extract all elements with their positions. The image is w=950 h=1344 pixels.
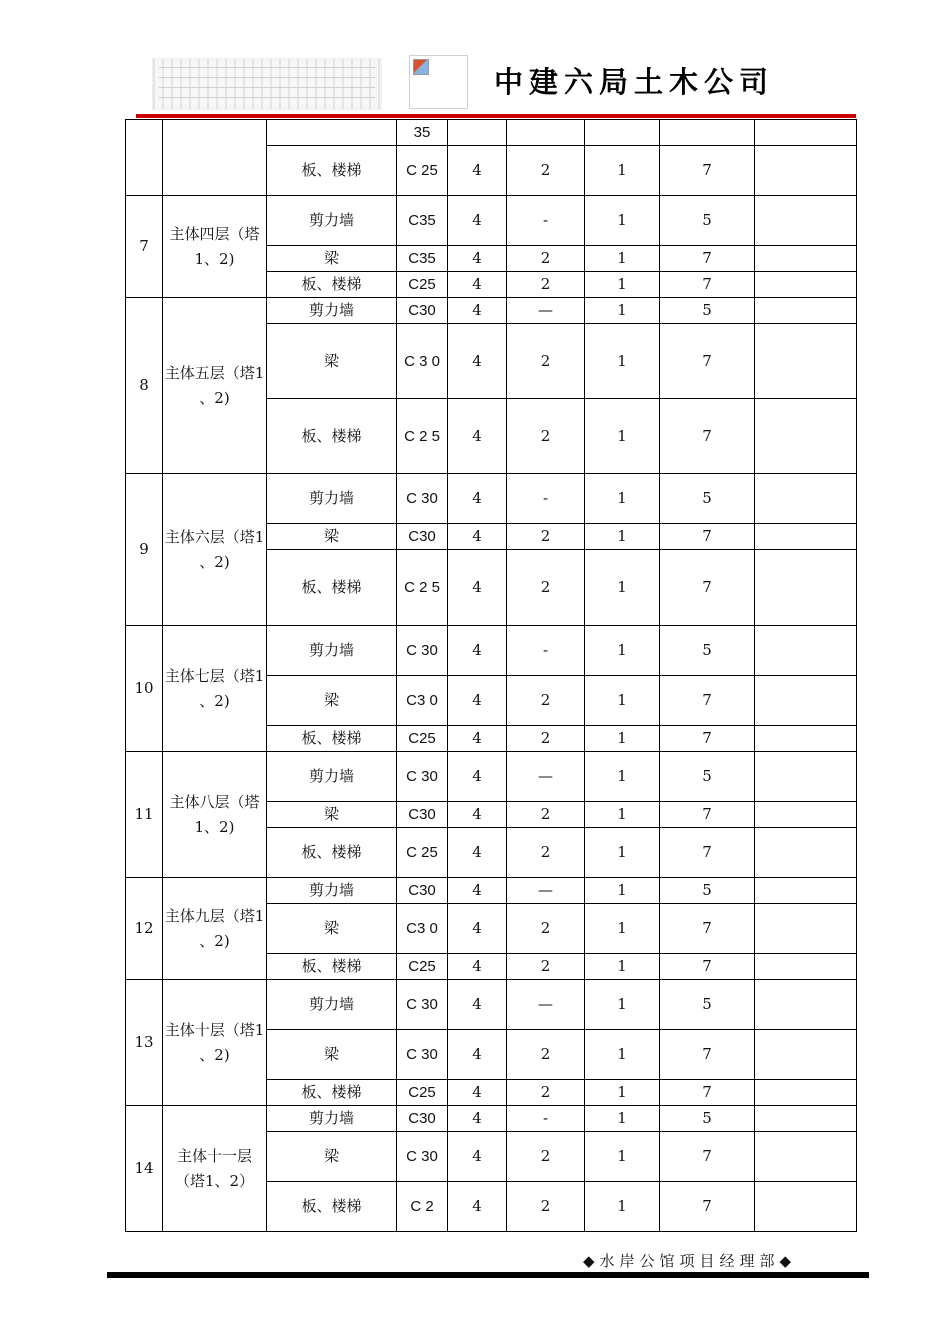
concrete-grade: C 30	[397, 474, 448, 524]
remarks-cell	[755, 1080, 857, 1106]
value-cell: 7	[660, 246, 755, 272]
value-cell: 7	[660, 1182, 755, 1232]
value-cell: 4	[448, 828, 507, 878]
table-row	[126, 626, 857, 676]
concrete-grade: C25	[397, 954, 448, 980]
value-cell: 4	[448, 626, 507, 676]
value-cell: —	[507, 878, 585, 904]
remarks-cell	[755, 324, 857, 399]
remarks-cell	[755, 1106, 857, 1132]
value-cell: 2	[507, 726, 585, 752]
value-cell: 1	[585, 676, 660, 726]
floor-name: 主体十一层（塔1、2）	[163, 1106, 267, 1232]
value-cell: 7	[660, 802, 755, 828]
concrete-grade: C25	[397, 1080, 448, 1106]
value-cell: 2	[507, 676, 585, 726]
concrete-grade: C 3 0	[397, 324, 448, 399]
value-cell: 2	[507, 272, 585, 298]
value-cell: 7	[660, 726, 755, 752]
concrete-grade: 35	[397, 120, 448, 146]
value-cell: —	[507, 980, 585, 1030]
structure-part: 梁	[267, 324, 397, 399]
value-cell: 5	[660, 626, 755, 676]
concrete-grade: C 30	[397, 1132, 448, 1182]
value-cell: 2	[507, 1132, 585, 1182]
value-cell: 5	[660, 878, 755, 904]
value-cell: 4	[448, 1080, 507, 1106]
value-cell: 7	[660, 954, 755, 980]
floor-name: 主体八层（塔1、2)	[163, 752, 267, 878]
concrete-grade: C25	[397, 272, 448, 298]
value-cell: 7	[660, 146, 755, 196]
value-cell: 7	[660, 399, 755, 474]
value-cell: 4	[448, 1182, 507, 1232]
value-cell: 7	[660, 1030, 755, 1080]
structure-part	[267, 120, 397, 146]
value-cell: 1	[585, 802, 660, 828]
value-cell: 4	[448, 676, 507, 726]
value-cell: 5	[660, 1106, 755, 1132]
value-cell: 1	[585, 298, 660, 324]
concrete-grade: C30	[397, 878, 448, 904]
structure-part: 剪力墙	[267, 980, 397, 1030]
value-cell: 4	[448, 246, 507, 272]
value-cell: -	[507, 1106, 585, 1132]
value-cell: 5	[660, 196, 755, 246]
remarks-cell	[755, 298, 857, 324]
value-cell: 1	[585, 474, 660, 524]
value-cell: 1	[585, 1080, 660, 1106]
value-cell: -	[507, 626, 585, 676]
value-cell: 2	[507, 802, 585, 828]
value-cell: 4	[448, 1030, 507, 1080]
structure-part: 梁	[267, 246, 397, 272]
structure-part: 板、楼梯	[267, 954, 397, 980]
structure-part: 剪力墙	[267, 298, 397, 324]
structure-part: 剪力墙	[267, 196, 397, 246]
concrete-grade: C30	[397, 1106, 448, 1132]
value-cell: 1	[585, 954, 660, 980]
value-cell: 2	[507, 246, 585, 272]
value-cell: 2	[507, 324, 585, 399]
row-number	[126, 120, 163, 196]
value-cell: 4	[448, 726, 507, 752]
remarks-cell	[755, 1030, 857, 1080]
value-cell: 5	[660, 980, 755, 1030]
floor-name: 主体九层（塔1 、2)	[163, 878, 267, 980]
value-cell: 7	[660, 676, 755, 726]
value-cell: 1	[585, 752, 660, 802]
table-row	[126, 878, 857, 904]
value-cell: 1	[585, 272, 660, 298]
value-cell: 4	[448, 524, 507, 550]
company-name: 中建六局土木公司	[494, 65, 775, 99]
remarks-cell	[755, 146, 857, 196]
value-cell: 1	[585, 246, 660, 272]
remarks-cell	[755, 246, 857, 272]
value-cell: 2	[507, 550, 585, 626]
value-cell: 4	[448, 1132, 507, 1182]
value-cell: 4	[448, 399, 507, 474]
header-divider	[136, 114, 856, 118]
value-cell: 4	[448, 904, 507, 954]
value-cell: 1	[585, 1030, 660, 1080]
company-logo	[152, 58, 382, 110]
value-cell: 1	[585, 196, 660, 246]
structure-part: 板、楼梯	[267, 272, 397, 298]
value-cell: 4	[448, 298, 507, 324]
table-row	[126, 752, 857, 802]
structure-part: 剪力墙	[267, 752, 397, 802]
value-cell	[585, 120, 660, 146]
remarks-cell	[755, 550, 857, 626]
table-row	[126, 1106, 857, 1132]
remarks-cell	[755, 272, 857, 298]
value-cell: —	[507, 298, 585, 324]
value-cell: 2	[507, 399, 585, 474]
value-cell: —	[507, 752, 585, 802]
row-number: 8	[126, 298, 163, 474]
structure-part: 梁	[267, 676, 397, 726]
value-cell: 4	[448, 196, 507, 246]
value-cell: 1	[585, 550, 660, 626]
value-cell: 4	[448, 954, 507, 980]
value-cell: 1	[585, 1132, 660, 1182]
value-cell: 7	[660, 524, 755, 550]
remarks-cell	[755, 120, 857, 146]
remarks-cell	[755, 954, 857, 980]
value-cell: 7	[660, 1080, 755, 1106]
value-cell: 1	[585, 399, 660, 474]
concrete-grade: C25	[397, 726, 448, 752]
concrete-grade: C35	[397, 196, 448, 246]
concrete-grade: C 25	[397, 828, 448, 878]
structure-part: 板、楼梯	[267, 399, 397, 474]
value-cell: 1	[585, 1106, 660, 1132]
table-row	[126, 980, 857, 1030]
remarks-cell	[755, 828, 857, 878]
concrete-grade: C 30	[397, 626, 448, 676]
concrete-grade: C30	[397, 298, 448, 324]
table-row	[126, 298, 857, 324]
remarks-cell	[755, 726, 857, 752]
remarks-cell	[755, 752, 857, 802]
table-row	[126, 196, 857, 246]
structure-part: 板、楼梯	[267, 1080, 397, 1106]
floor-name: 主体五层（塔1 、2)	[163, 298, 267, 474]
value-cell: 1	[585, 878, 660, 904]
value-cell: 7	[660, 324, 755, 399]
remarks-cell	[755, 626, 857, 676]
footer-divider	[107, 1272, 869, 1278]
structure-part: 梁	[267, 524, 397, 550]
row-number: 7	[126, 196, 163, 298]
remarks-cell	[755, 1132, 857, 1182]
value-cell: 1	[585, 980, 660, 1030]
structure-part: 梁	[267, 1132, 397, 1182]
value-cell: 4	[448, 474, 507, 524]
value-cell: 2	[507, 146, 585, 196]
structure-part: 板、楼梯	[267, 146, 397, 196]
value-cell: 1	[585, 524, 660, 550]
value-cell: 1	[585, 726, 660, 752]
row-number: 11	[126, 752, 163, 878]
concrete-grade: C30	[397, 802, 448, 828]
value-cell: 1	[585, 828, 660, 878]
value-cell: 4	[448, 146, 507, 196]
value-cell: 4	[448, 324, 507, 399]
row-number: 10	[126, 626, 163, 752]
concrete-grade: C 30	[397, 1030, 448, 1080]
value-cell: 4	[448, 752, 507, 802]
row-number: 12	[126, 878, 163, 980]
remarks-cell	[755, 878, 857, 904]
value-cell: 2	[507, 524, 585, 550]
remarks-cell	[755, 802, 857, 828]
value-cell: 2	[507, 828, 585, 878]
concrete-grade: C 30	[397, 752, 448, 802]
value-cell	[448, 120, 507, 146]
remarks-cell	[755, 474, 857, 524]
value-cell: 7	[660, 550, 755, 626]
value-cell: 2	[507, 954, 585, 980]
remarks-cell	[755, 904, 857, 954]
value-cell: 7	[660, 904, 755, 954]
value-cell: 4	[448, 550, 507, 626]
concrete-grade: C3 0	[397, 676, 448, 726]
table-row	[126, 120, 857, 146]
remarks-cell	[755, 399, 857, 474]
row-number: 9	[126, 474, 163, 626]
remarks-cell	[755, 1182, 857, 1232]
value-cell: 4	[448, 1106, 507, 1132]
value-cell: 7	[660, 1132, 755, 1182]
structure-part: 剪力墙	[267, 1106, 397, 1132]
value-cell: 2	[507, 1030, 585, 1080]
remarks-cell	[755, 524, 857, 550]
floor-name: 主体十层（塔1 、2)	[163, 980, 267, 1106]
value-cell: 4	[448, 878, 507, 904]
value-cell: 7	[660, 828, 755, 878]
value-cell: -	[507, 474, 585, 524]
value-cell: 4	[448, 802, 507, 828]
concrete-grade: C 2 5	[397, 550, 448, 626]
remarks-cell	[755, 980, 857, 1030]
floor-name: 主体四层（塔1、2)	[163, 196, 267, 298]
structure-part: 板、楼梯	[267, 828, 397, 878]
value-cell: 1	[585, 1182, 660, 1232]
value-cell: 5	[660, 298, 755, 324]
floor-name: 主体六层（塔1 、2)	[163, 474, 267, 626]
value-cell: 5	[660, 474, 755, 524]
footer-project-dept: ◆水岸公馆项目经理部◆	[583, 1252, 797, 1270]
value-cell: 1	[585, 146, 660, 196]
value-cell	[507, 120, 585, 146]
concrete-grade: C3 0	[397, 904, 448, 954]
value-cell: -	[507, 196, 585, 246]
concrete-grade: C 30	[397, 980, 448, 1030]
broken-image-icon	[409, 55, 468, 109]
structure-part: 剪力墙	[267, 626, 397, 676]
value-cell	[660, 120, 755, 146]
structure-part: 梁	[267, 904, 397, 954]
value-cell: 2	[507, 1182, 585, 1232]
concrete-grade: C30	[397, 524, 448, 550]
structure-part: 梁	[267, 802, 397, 828]
structure-part: 剪力墙	[267, 474, 397, 524]
value-cell: 1	[585, 626, 660, 676]
value-cell: 1	[585, 904, 660, 954]
row-number: 13	[126, 980, 163, 1106]
structure-part: 板、楼梯	[267, 1182, 397, 1232]
remarks-cell	[755, 676, 857, 726]
construction-schedule-table	[125, 119, 857, 1232]
structure-part: 板、楼梯	[267, 550, 397, 626]
concrete-grade: C 25	[397, 146, 448, 196]
floor-name	[163, 120, 267, 196]
remarks-cell	[755, 196, 857, 246]
value-cell: 5	[660, 752, 755, 802]
structure-part: 板、楼梯	[267, 726, 397, 752]
floor-name: 主体七层（塔1 、2)	[163, 626, 267, 752]
concrete-grade: C 2	[397, 1182, 448, 1232]
value-cell: 4	[448, 980, 507, 1030]
value-cell: 1	[585, 324, 660, 399]
table-row	[126, 474, 857, 524]
structure-part: 梁	[267, 1030, 397, 1080]
value-cell: 2	[507, 1080, 585, 1106]
concrete-grade: C35	[397, 246, 448, 272]
value-cell: 4	[448, 272, 507, 298]
row-number: 14	[126, 1106, 163, 1232]
value-cell: 7	[660, 272, 755, 298]
concrete-grade: C 2 5	[397, 399, 448, 474]
structure-part: 剪力墙	[267, 878, 397, 904]
value-cell: 2	[507, 904, 585, 954]
